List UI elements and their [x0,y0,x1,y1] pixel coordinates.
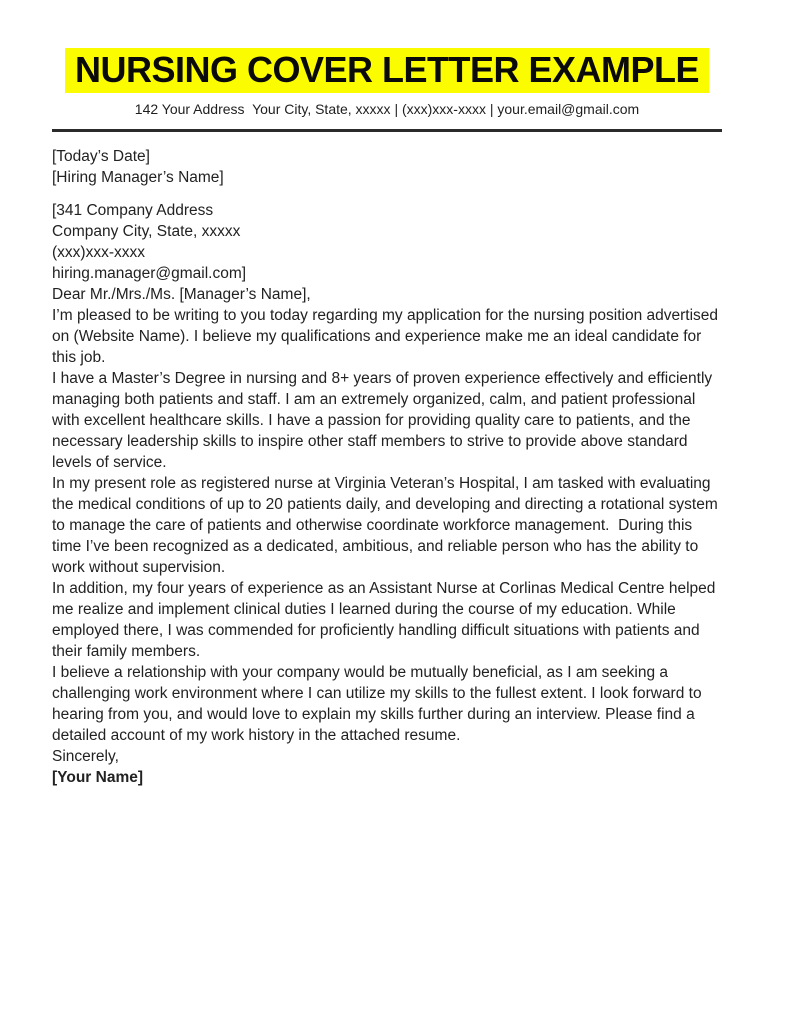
paragraph-current-role: In my present role as registered nurse at Virginia Veteran’s Hospital, I am tasked with evaluating the medical conditions of up to 20 patients daily, and developing and directing a rotational system to manage the care of patients and otherwise coordinate workforce management. During this time I’ve been recognized as a dedicated, ambitious, and reliable person who has the ability to work without supervision. [52,475,723,576]
paragraph-qualifications: I have a Master’s Degree in nursing and 8+ years of proven experience effectively and efficiently managing both patients and staff. I am an extremely organized, calm, and patient professional with excellent healthcare skills. I have a passion for providing quality care to patients, and the necessary leadership skills to inspire other staff members to strive to provide above standard levels of service. [52,370,717,471]
document-title [52,48,722,93]
company-phone-line: (xxx)xxx-xxxx [52,244,145,261]
company-email-line: hiring.manager@gmail.com] [52,265,247,282]
document-header [52,48,722,132]
hiring-manager-placeholder: [Hiring Manager’s Name] [52,169,224,186]
sender-contact-line: 142 Your Address Your City, State, xxxxx | (xxx)xxx-xxxx | your.email@gmail.com [134,101,640,117]
paragraph-closing-pitch: I believe a relationship with your company would be mutually beneficial, as I am seeking a challenging work environment where I can utilize my skills to the fullest extent. I look forward to hearing from you, and would love to explain my skills further during an interview. Please find a detailed account of my work history in the attached resume. [52,664,706,744]
closing-salutation: Sincerely, [52,748,119,765]
company-address-block [52,200,722,284]
paragraph-past-experience: In addition, my four years of experience as an Assistant Nurse at Corlinas Medical Centre helped me realize and implement clinical duties I learned during the course of my education. While employed there, I was commended for proficiently handling difficult situations with patients and their family members. [52,580,720,660]
company-city-line: Company City, State, xxxxx [52,223,241,240]
date-placeholder: [Today’s Date] [52,148,150,165]
signature-placeholder: [Your Name] [52,769,144,786]
company-address-line: [341 Company Address [52,202,214,219]
paragraph-introduction: I’m pleased to be writing to you today regarding my application for the nursing position advertised on (Website Name). I believe my qualifications and experience make me an ideal candidate for this job. [52,307,723,366]
salutation: Dear Mr./Mrs./Ms. [Manager’s Name], [52,286,311,303]
document-title-highlight: NURSING COVER LETTER EXAMPLE [65,48,709,93]
header-divider [52,129,722,132]
letter-body [52,146,722,788]
